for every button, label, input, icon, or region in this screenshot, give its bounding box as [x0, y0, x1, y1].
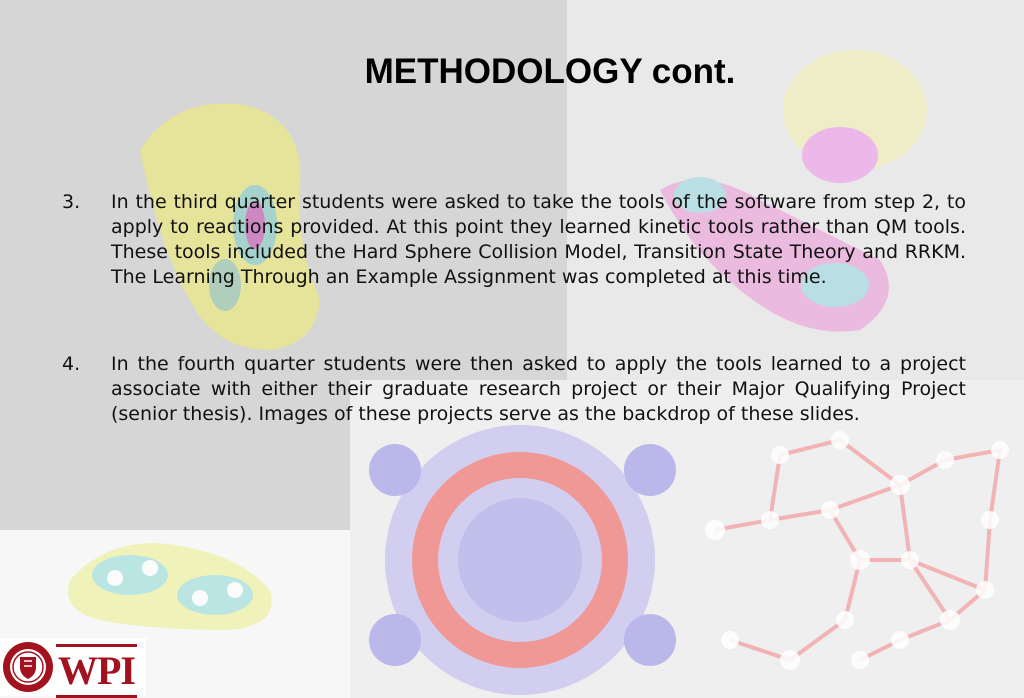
slide-title: METHODOLOGY cont. [364, 52, 736, 91]
list-item [62, 190, 966, 290]
list-item-text: In the fourth quarter students were then asked to apply the tools learned to a project associate with either their graduate research project or their Major Qualifying Project (senior thesis). Images of these projects serve as the backdrop of these slides. [111, 353, 966, 425]
wpi-seal-icon [2, 641, 54, 693]
cage-atoms-image [705, 431, 1009, 670]
list-item-number: 3. [62, 191, 81, 213]
list-item-text: In the third quarter students were asked to take the tools of the software from step 2, to apply to reactions provided. At this point they learned kinetic tools rather than QM tools. These tools included the Hard Sphere Collision Model, Transition State Theory and RRKM. The Learning Through an Example Assignment was completed at this time. [111, 191, 966, 288]
red-ring-molecule-image [369, 425, 676, 695]
list-item-number: 4. [62, 353, 81, 375]
wpi-logo-text: WPI [56, 644, 137, 698]
cage-structure-image [715, 440, 1000, 660]
list-item [62, 352, 966, 427]
wpi-logo [0, 638, 146, 696]
teal-molecule-image [68, 543, 272, 630]
